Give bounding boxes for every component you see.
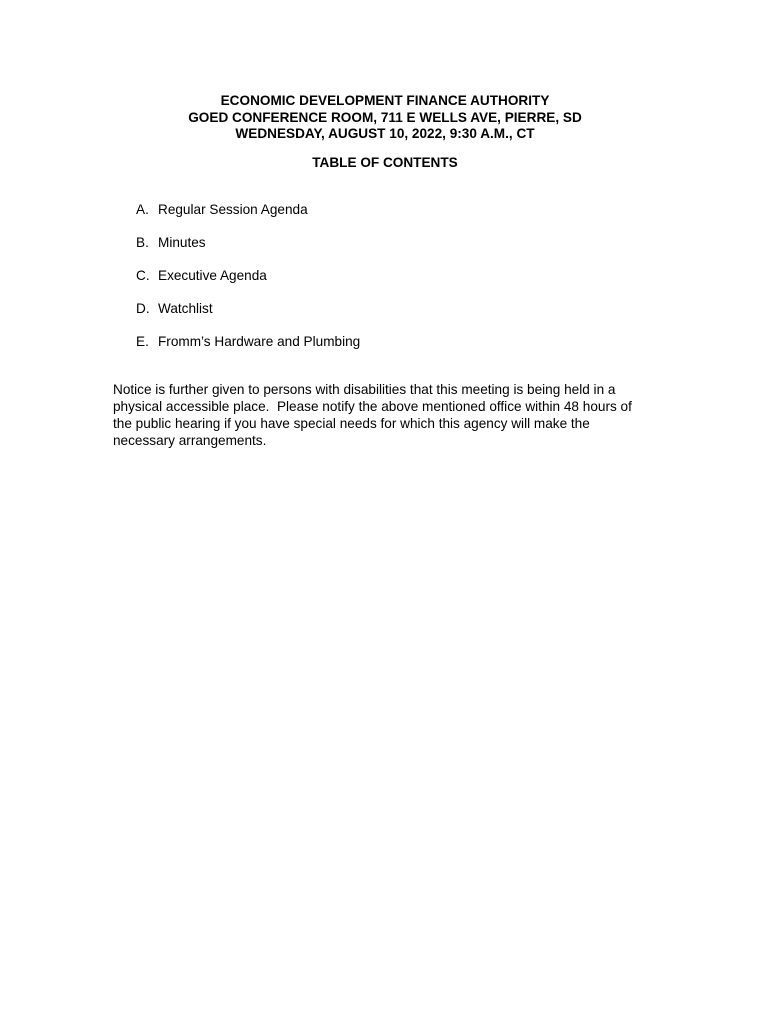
notice-line: necessary arrangements. bbox=[113, 433, 267, 448]
notice-line: physical accessible place. Please notify the above mentioned office within 48 hours of bbox=[113, 399, 632, 414]
toc-item bbox=[136, 234, 360, 267]
toc-item-label: Watchlist bbox=[158, 301, 213, 316]
toc-item-letter: C. bbox=[136, 268, 150, 283]
toc-item-label: Executive Agenda bbox=[158, 268, 267, 283]
header-organization: ECONOMIC DEVELOPMENT FINANCE AUTHORITY bbox=[220, 93, 550, 108]
toc-item-letter: A. bbox=[136, 202, 149, 217]
toc-item-label: Minutes bbox=[158, 235, 206, 250]
toc-item-label: Fromm’s Hardware and Plumbing bbox=[158, 334, 361, 349]
meeting-header bbox=[0, 93, 770, 143]
toc-item bbox=[136, 300, 360, 333]
notice-line: Notice is further given to persons with disabilities that this meeting is being held in a bbox=[113, 382, 616, 397]
toc-item bbox=[136, 267, 360, 300]
toc-item-letter: D. bbox=[136, 301, 150, 316]
toc-title: TABLE OF CONTENTS bbox=[312, 155, 458, 170]
toc-item bbox=[136, 333, 360, 366]
toc-item-letter: E. bbox=[136, 334, 149, 349]
toc-item-label: Regular Session Agenda bbox=[158, 202, 308, 217]
accessibility-notice bbox=[113, 381, 673, 449]
toc-item-letter: B. bbox=[136, 235, 149, 250]
header-location: GOED CONFERENCE ROOM, 711 E WELLS AVE, PIERRE, SD bbox=[188, 109, 582, 125]
notice-line: the public hearing if you have special needs for which this agency will make the bbox=[113, 416, 590, 431]
header-date-time: WEDNESDAY, AUGUST 10, 2022, 9:30 A.M., CT bbox=[235, 126, 535, 141]
toc-item bbox=[136, 201, 360, 234]
toc-list bbox=[136, 201, 360, 366]
